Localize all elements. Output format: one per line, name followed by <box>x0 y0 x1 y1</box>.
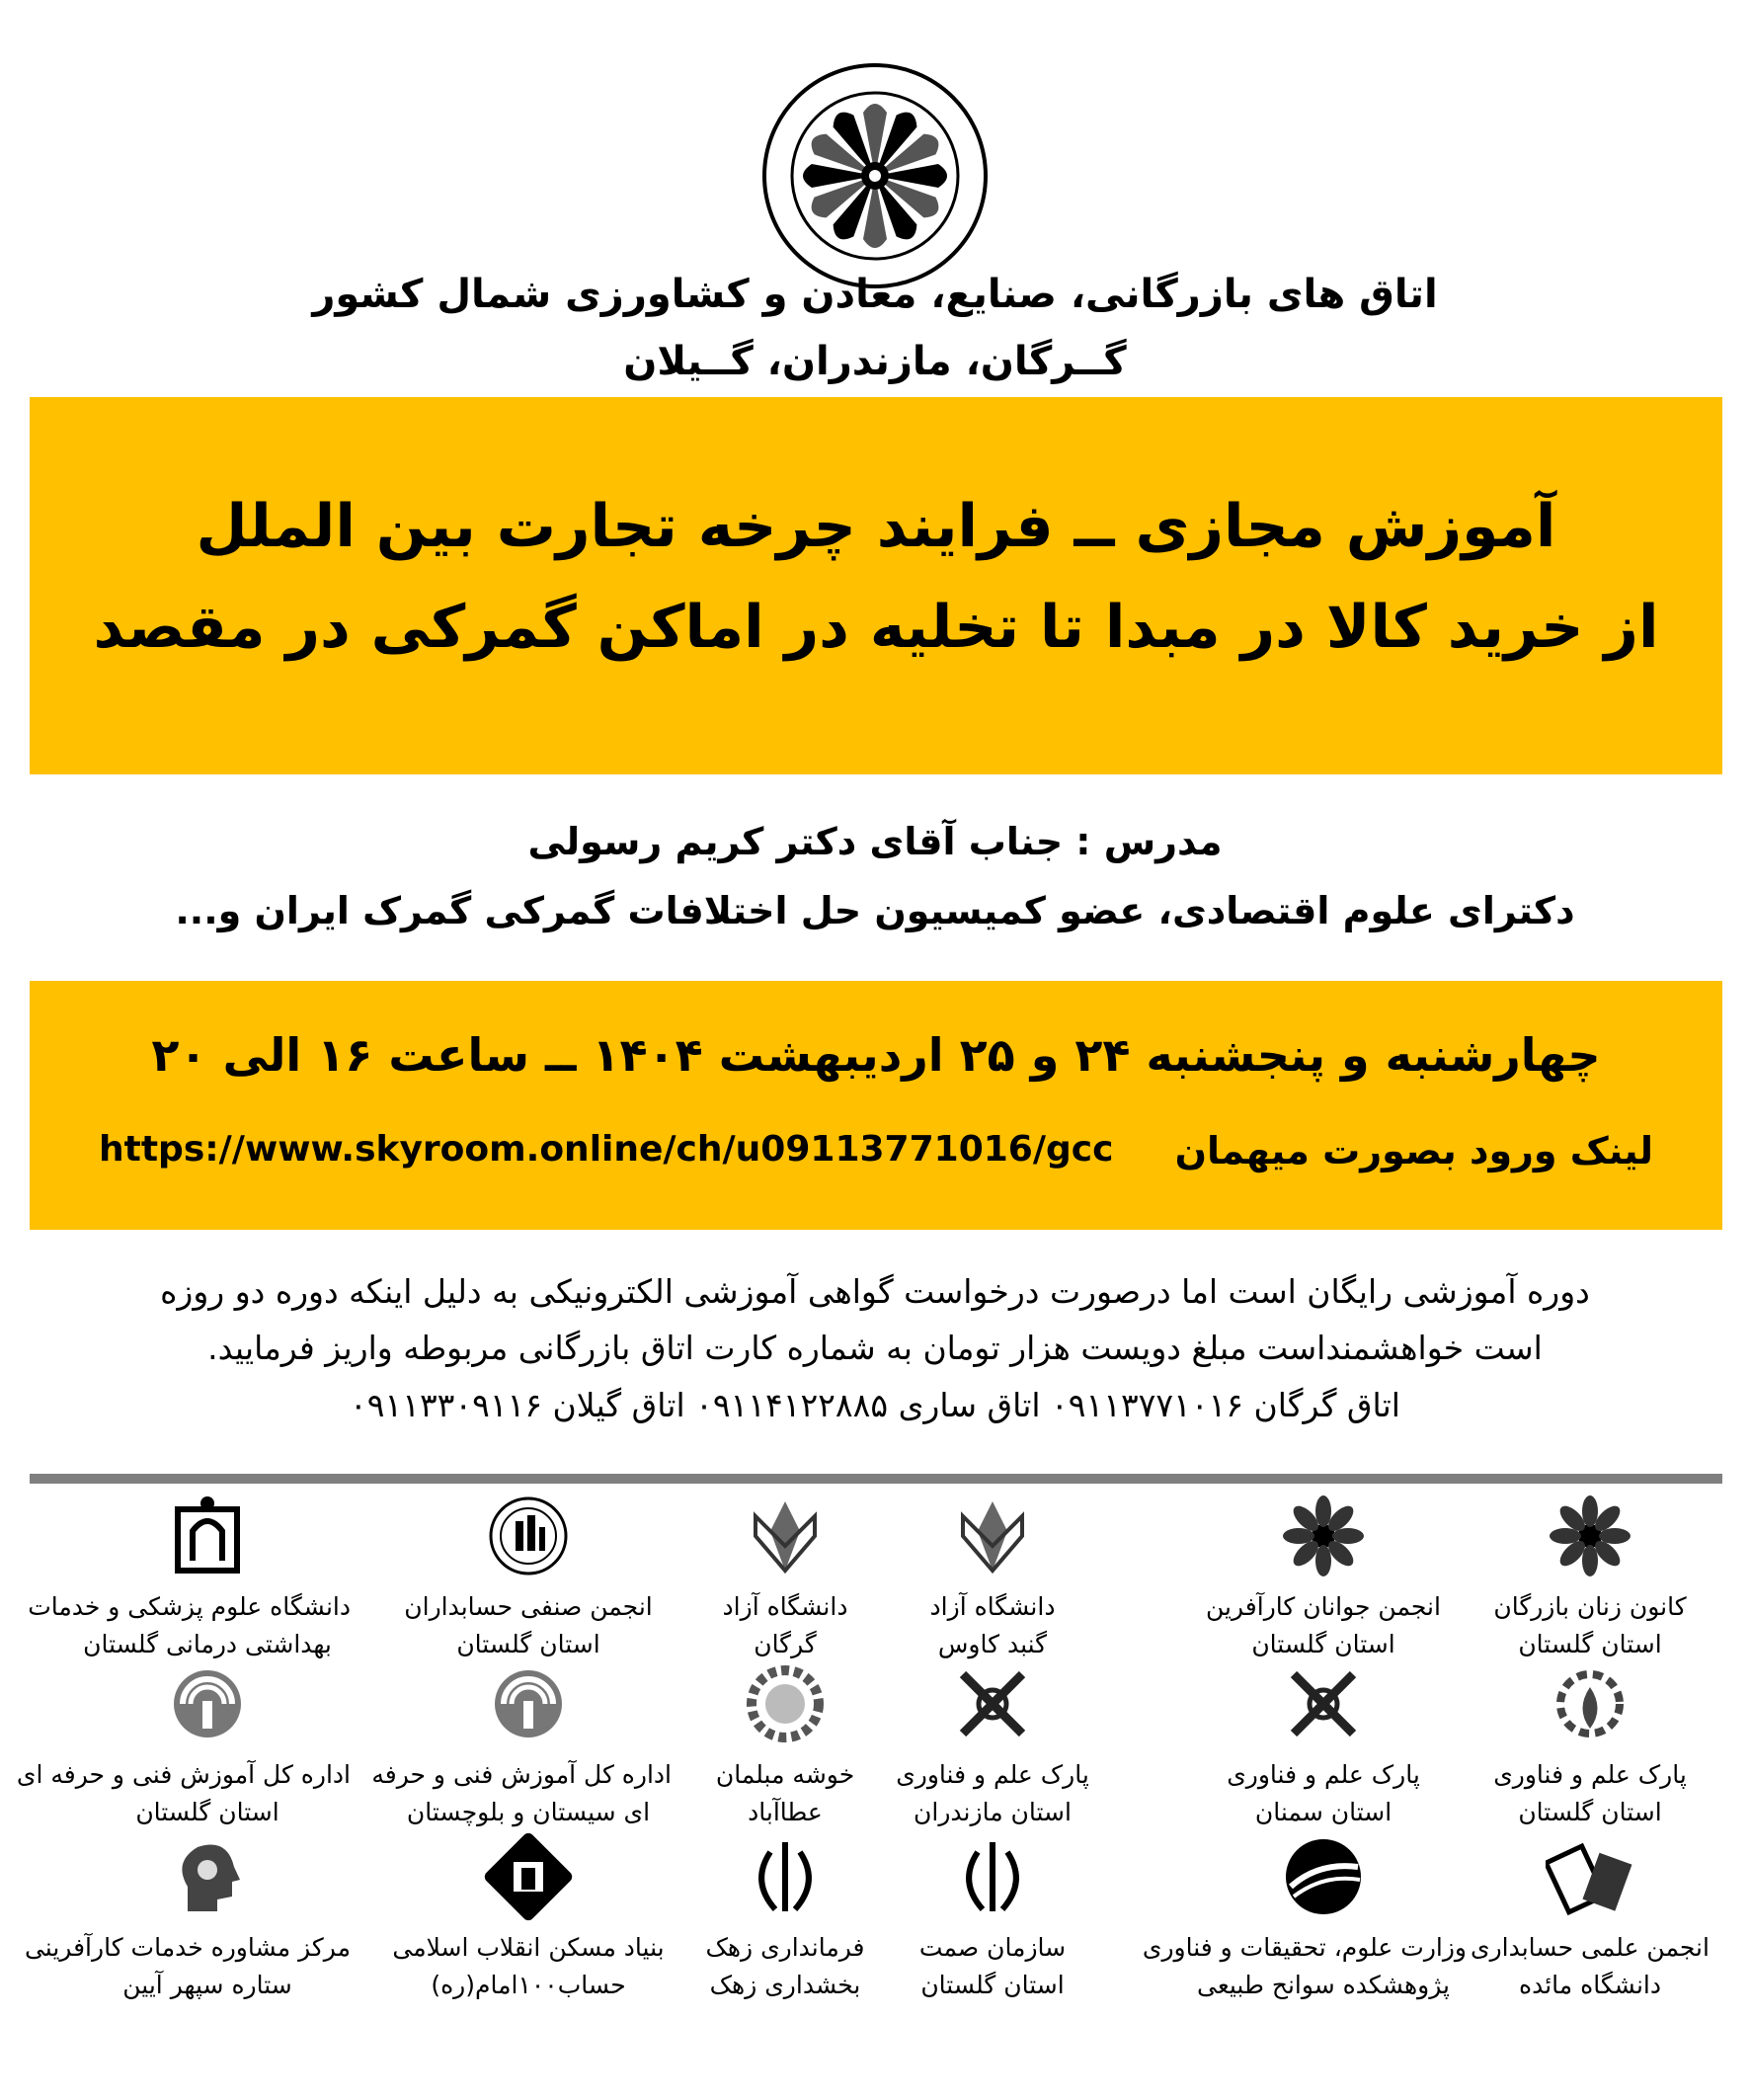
tvto-icon <box>163 1659 252 1748</box>
partner-name: وزارت علوم، تحقیقات و فناوری <box>1142 1933 1467 1962</box>
partner-location: استان گلستان <box>1518 1798 1662 1826</box>
science-park-icon <box>1279 1659 1368 1748</box>
partner-logo-item <box>385 1492 672 1663</box>
cities-subtitle: گــرگان، مازندران، گــیلان <box>623 339 1127 384</box>
partner-location: دانشگاه مائده <box>1519 1971 1661 1999</box>
event-datetime: چهارشنبه و پنجشنبه ۲۴ و ۲۵ اردیبهشت ۱۴۰۴ ــ ساعت ۱۶ الی ۲۰ <box>151 1028 1601 1082</box>
instructor-credentials: دکترای علوم اقتصادی، عضو کمیسیون حل اختلافات گمرکی گمرک ایران و... <box>175 889 1575 932</box>
partner-location: بهداشتی درمانی گلستان <box>83 1630 332 1658</box>
partner-name: خوشه مبلمان <box>715 1760 855 1789</box>
partner-logo-item <box>1447 1832 1733 2004</box>
partner-location: ستاره سپهر آیین <box>122 1971 292 1999</box>
partner-name: اداره کل آموزش فنی و حرفه ای <box>16 1760 351 1789</box>
science-park-icon <box>948 1659 1037 1748</box>
partner-logo-item <box>1180 1492 1467 1663</box>
contact-phones: اتاق گرگان ۰۹۱۱۳۷۷۱۰۱۶ اتاق ساری ۰۹۱۱۴۱۲۲۸۸۵ اتاق گیلان ۰۹۱۱۳۳۰۹۱۱۶ <box>350 1386 1400 1424</box>
partner-logo-item <box>642 1659 928 1831</box>
research-swoosh-icon <box>1279 1832 1368 1921</box>
partner-location: استان سمنان <box>1254 1798 1392 1826</box>
partner-location: بخشداری زهک <box>709 1971 861 1999</box>
partner-name: مرکز مشاوره خدمات کارآفرینی <box>24 1933 351 1962</box>
partner-location: استان گلستان <box>456 1630 600 1658</box>
partner-location: گرگان <box>754 1630 817 1658</box>
partner-location: گنبد کاوس <box>937 1630 1048 1658</box>
guest-link-url[interactable]: https://www.skyroom.online/ch/u09113771016/gcc <box>99 1129 1114 1170</box>
partner-location: عطاآباد <box>748 1798 823 1826</box>
title-banner <box>30 397 1722 774</box>
accountants-seal-icon <box>484 1492 573 1580</box>
notice-line-1: دوره آموزشی رایگان است اما درصورت درخواست گواهی آموزشی الکترونیکی به دلیل اینکه دوره دو روزه <box>160 1272 1590 1311</box>
guest-link-row <box>99 1129 1653 1188</box>
schedule-banner <box>30 981 1722 1230</box>
partner-name: دانشگاه آزاد <box>722 1592 848 1621</box>
partner-logo-item <box>28 1492 351 1663</box>
calculator-icon <box>1546 1832 1634 1921</box>
gear-badge-icon <box>741 1659 830 1748</box>
partner-logo-item <box>24 1832 351 2004</box>
partner-name: انجمن صنفی حسابداران <box>404 1592 653 1621</box>
gear-leaf-icon <box>1546 1659 1634 1748</box>
chamber-of-commerce-logo <box>760 61 990 290</box>
partner-logo-item <box>1180 1659 1467 1831</box>
partner-name: پارک علم و فناوری <box>1493 1760 1687 1789</box>
partner-name: دانشگاه علوم پزشکی و خدمات <box>28 1592 351 1621</box>
partner-name: کانون زنان بازرگان <box>1493 1592 1687 1621</box>
partner-logo-item <box>642 1832 928 2004</box>
notice-line-2: است خواهشمنداست مبلغ دویست هزار تومان به شماره کارت اتاق بازرگانی مربوطه واریز فرمایید. <box>207 1329 1543 1367</box>
course-title: آموزش مجازی ــ فرایند چرخه تجارت بین الملل <box>196 492 1556 561</box>
tvto-icon <box>484 1659 573 1748</box>
iran-emblem-icon <box>741 1832 830 1921</box>
partner-name: انجمن جوانان کارآفرین <box>1206 1592 1441 1621</box>
guest-link-label: لینک ورود بصورت میهمان <box>1174 1129 1653 1172</box>
partner-name: انجمن علمی حسابداری <box>1471 1933 1710 1962</box>
azad-university-icon <box>948 1492 1037 1580</box>
partner-name: سازمان صمت <box>918 1933 1067 1962</box>
partner-location: استان گلستان <box>1518 1630 1662 1658</box>
partner-location: استان گلستان <box>1251 1630 1395 1658</box>
partner-location: استان مازندران <box>914 1798 1072 1826</box>
partner-name: پارک علم و فناوری <box>896 1760 1089 1789</box>
partner-name: فرمانداری زهک <box>705 1933 865 1962</box>
partner-location: حساب۱۰۰امام(ره) <box>431 1971 626 1999</box>
partner-logo-item <box>642 1492 928 1663</box>
divider <box>30 1474 1722 1484</box>
partner-logo-item <box>1447 1659 1733 1831</box>
partner-name: دانشگاه آزاد <box>929 1592 1056 1621</box>
partner-logo-item <box>16 1659 351 1831</box>
housing-foundation-icon <box>484 1832 573 1921</box>
azad-university-icon <box>741 1492 830 1580</box>
partner-name: اداره کل آموزش فنی و حرفه <box>371 1760 672 1789</box>
flower-emblem-icon <box>1279 1492 1368 1580</box>
partner-location: استان گلستان <box>920 1971 1065 1999</box>
partner-name: پارک علم و فناوری <box>1227 1760 1420 1789</box>
head-gears-icon <box>163 1832 252 1921</box>
partner-logo-item <box>1142 1832 1467 2004</box>
partner-location: استان گلستان <box>135 1798 279 1826</box>
partner-location: ای سیستان و بلوچستان <box>406 1798 651 1826</box>
course-subtitle: از خرید کالا در مبدا تا تخلیه در اماکن گمرکی در مقصد <box>93 593 1659 662</box>
partner-logo-item <box>1447 1492 1733 1663</box>
medical-university-icon <box>163 1492 252 1580</box>
partner-location: پژوهشکده سوانح طبیعی <box>1196 1971 1451 1999</box>
instructor-name: مدرس : جناب آقای دکتر کریم رسولی <box>527 820 1223 863</box>
partner-logo-item <box>385 1832 672 2004</box>
partner-name: بنیاد مسکن انقلاب اسلامی <box>392 1933 665 1962</box>
iran-emblem-icon <box>948 1832 1037 1921</box>
flower-emblem-icon <box>1546 1492 1634 1580</box>
partner-logo-item <box>371 1659 672 1831</box>
organization-title: اتاق های بازرگانی، صنایع، معادن و کشاورزی شمال کشور <box>312 272 1438 317</box>
